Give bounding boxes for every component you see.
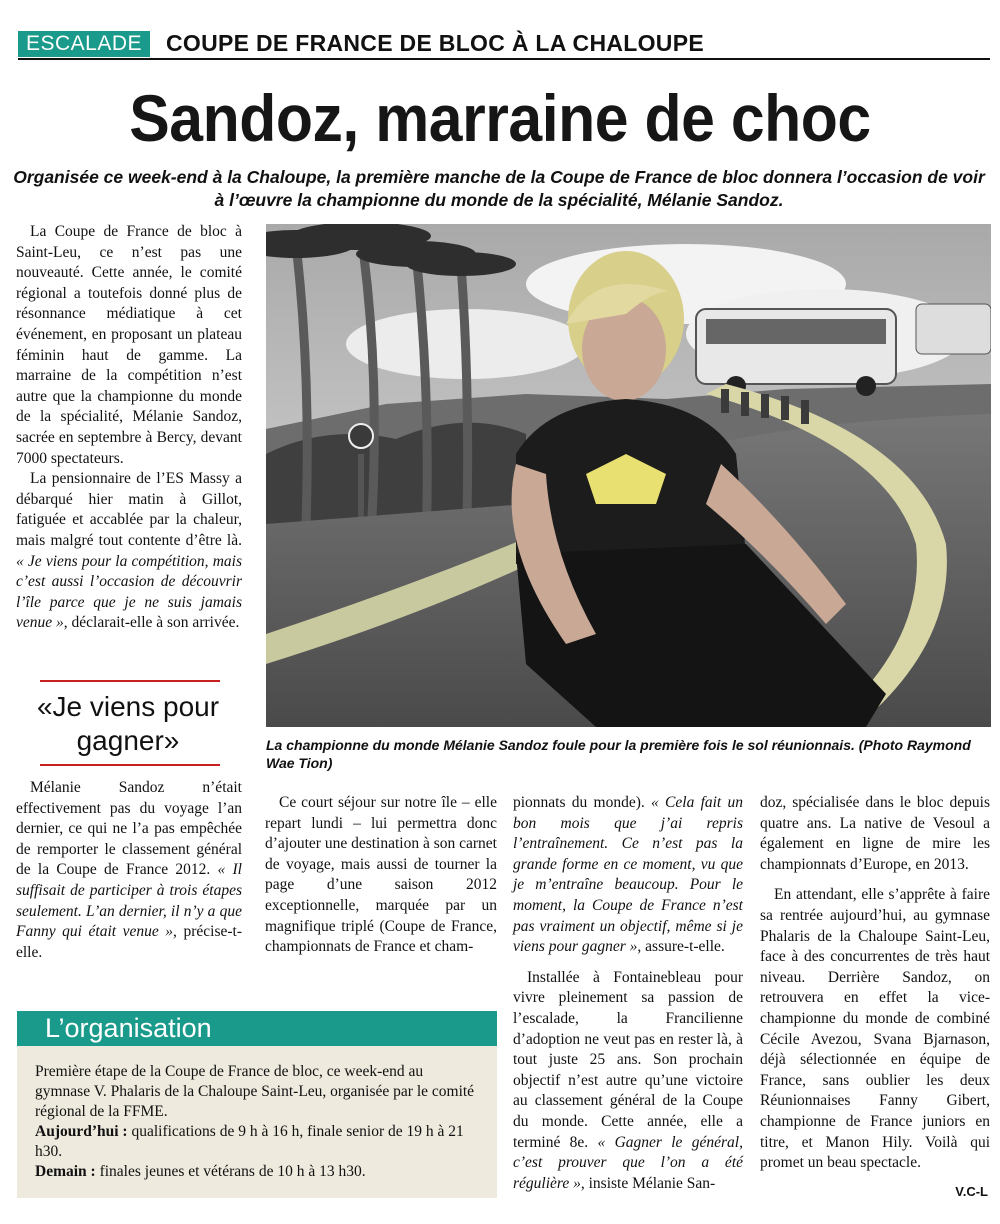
- rubric-label: ESCALADE: [18, 31, 150, 57]
- organisation-intro: Première étape de la Coupe de France de bloc, ce week-end au gymnase V. Phalaris de la Chaloupe Saint-Leu, organisée par le comité régional de la FFME.: [35, 1063, 475, 1120]
- organisation-tomorrow: Demain : finales jeunes et vétérans de 10 h à 13 h30.: [35, 1163, 366, 1180]
- pullquote-rule-bottom: [40, 764, 220, 766]
- paragraph: En attendant, elle s’apprête à faire sa rentrée aujourd’hui, au gymnase Phalaris de la Chaloupe Saint-Leu, face à des concurrentes de très haut niveau. Derrière Sandoz, on retrouvera en effet la vice-championne du monde de combiné Cécile Avezou, Svana Bjarnason, déjà sélectionnée en équipe de France, sans oublier les deux Réunionnaises Fanny Gibert, championne de France juniors en titre, et Manon Hily. Voilà qui promet un beau spectacle.: [760, 886, 990, 1172]
- paragraph: Installée à Fontainebleau pour vivre pleinement sa passion de l’escalade, la Francilienne d’adoption ne veut pas en rester là, à tout juste 25 ans. Son prochain objectif n’est autre qu’une victoire au classement général de la Coupe du monde. Cette année, elle a terminé 8e. « Gagner le général, c’est prouver que l’on a été régulière », insiste Mélanie San-: [513, 968, 743, 1192]
- pullquote-rule-top: [40, 680, 220, 682]
- paragraph: La pensionnaire de l’ES Massy a débarqué hier matin à Gillot, fatiguée et accablée par la chaleur, mais malgré tout contente d’être là. « Je viens pour la compétition, mais c’est aussi l’occasion de découvrir l’île parce que je ne suis jamais venue », déclarait-elle à son arrivée.: [16, 470, 242, 632]
- header-divider: [18, 58, 990, 60]
- column-1-bottom: [16, 778, 242, 963]
- paragraph: pionnats du monde). « Cela fait un bon mois que j’ai repris l’entraînement. Ce n’est pas la grande forme en ce moment, vu que je m’entraîne beaucoup. Pour le moment, la Coupe de France n’est pas vraiment un objectif, même si je viens pour gagner », assure-t-elle.: [513, 794, 743, 956]
- paragraph: doz, spécialisée dans le bloc depuis quatre ans. La native de Vesoul a également en ligne de mire les championnats d’Europe, en 2013.: [760, 794, 990, 873]
- paragraph: Mélanie Sandoz n’était effectivement pas du voyage l’an dernier, ce qui ne l’a pas empêchée de remporter le classement général de la Coupe de France 2012. « Il suffisait de participer à trois étapes seulement. L’an dernier, il n’y a que Fanny qui était venue », précise-t-elle.: [16, 779, 242, 961]
- column-1-top: [16, 222, 242, 634]
- organisation-title: L’organisation: [17, 1011, 497, 1046]
- paragraph: Ce court séjour sur notre île – elle repart lundi – lui permettra donc d’ajouter une destination à son carnet de voyage, mais aussi de tourner la page d’une saison 2012 exceptionnelle, marquée par un magnifique triplé (Coupe de France, championnats de France et cham-: [265, 794, 497, 956]
- photo-caption: La championne du monde Mélanie Sandoz foule pour la première fois le sol réunionnais. (Photo Raymond Wae Tion): [266, 737, 971, 771]
- lead-paragraph: Organisée ce week-end à la Chaloupe, la première manche de la Coupe de France de bloc donnera l’occasion de voir à l’œuvre la championne du monde de la spécialité, Mélanie Sandoz.: [13, 167, 985, 210]
- author-signature: V.C-L: [955, 1184, 988, 1199]
- headline: Sandoz, marraine de choc: [129, 81, 871, 155]
- photo: [266, 224, 991, 727]
- paragraph: La Coupe de France de bloc à Saint-Leu, ce n’est pas une nouveauté. Cette année, le comité régional a toutefois donné plus de résonnance médiatique à cet événement, en proposant un plateau féminin haut de gamme. La marraine de la compétition n’est autre que la championne du monde de la spécialité, Mélanie Sandoz, sacrée en septembre à Bercy, devant 7000 spectateurs.: [16, 223, 242, 467]
- column-2: [265, 793, 497, 958]
- organisation-today: Aujourd’hui : qualifications de 9 h à 16 h, finale senior de 19 h à 21 h30.: [35, 1123, 464, 1160]
- organisation-box: [17, 1046, 497, 1198]
- column-3: [513, 793, 743, 1194]
- photo-illustration: [266, 224, 991, 727]
- column-4: [760, 793, 990, 1174]
- kicker: COUPE DE FRANCE DE BLOC À LA CHALOUPE: [166, 30, 704, 56]
- pullquote: «Je viens pour gagner»: [36, 691, 220, 756]
